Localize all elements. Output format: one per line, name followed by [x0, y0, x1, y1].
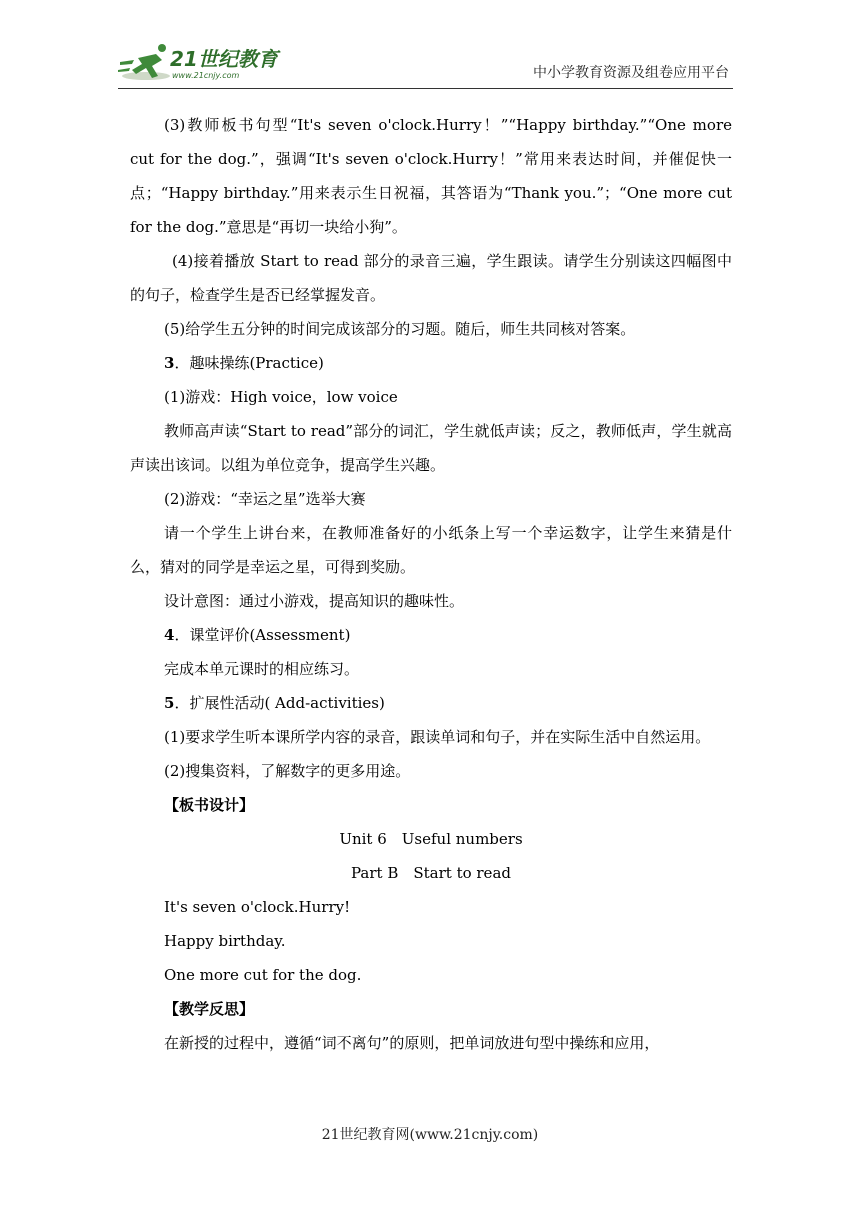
- paragraph: (2)游戏：“幸运之星”选举大赛: [164, 490, 366, 508]
- document-body: [130, 108, 732, 1060]
- paragraph: 4．课堂评价(Assessment): [164, 626, 351, 644]
- paragraph: 在新授的过程中，遵循“词不离句”的原则，把单词放进句型中操练和应用，: [164, 1034, 660, 1052]
- paragraph: 【板书设计】: [164, 796, 255, 814]
- paragraph: Part B Start to read: [351, 864, 511, 882]
- paragraph: Happy birthday.: [164, 932, 286, 950]
- paragraph: Unit 6 Useful numbers: [339, 830, 523, 848]
- paragraph: 5．扩展性活动( Add-activities): [164, 694, 385, 712]
- paragraph: 【教学反思】: [164, 1000, 255, 1018]
- paragraph: (3)教师板书句型“It's seven o'clock.Hurry！”“Happy birthday.”“One more cut for the dog.”，强调“It's seven o'clock.Hurry！”常用来表达时间，并催促快一点；“Happy birthday.”用来表示生日祝福，其答语为“Thank you.”；“One more cut for the dog.”意思是“再切一块给小狗”。: [130, 116, 732, 236]
- paragraph: It's seven o'clock.Hurry!: [164, 898, 351, 916]
- paragraph: (2)搜集资料，了解数字的更多用途。: [164, 762, 411, 780]
- logo-url: www.21cnjy.com: [172, 71, 240, 80]
- platform-name: 中小学教育资源及组卷应用平台: [533, 65, 729, 81]
- paragraph: One more cut for the dog.: [164, 966, 362, 984]
- paragraph: 教师高声读“Start to read”部分的词汇，学生就低声读；反之，教师低声，学生就高声读出该词。以组为单位竞争，提高学生兴趣。: [130, 422, 732, 474]
- paragraph: (5)给学生五分钟的时间完成该部分的习题。随后，师生共同核对答案。: [164, 320, 636, 338]
- paragraph: 3．趣味操练(Practice): [164, 354, 324, 372]
- paragraph: (1)要求学生听本课所学内容的录音，跟读单词和句子，并在实际生活中自然运用。: [164, 728, 711, 746]
- logo-text: 21世纪教育: [170, 47, 278, 71]
- paragraph: (4)接着播放 Start to read 部分的录音三遍，学生跟读。请学生分别读这四幅图中的句子，检查学生是否已经掌握发音。: [130, 252, 732, 304]
- paragraph: (1)游戏：High voice，low voice: [164, 388, 398, 406]
- paragraph: 请一个学生上讲台来，在教师准备好的小纸条上写一个幸运数字，让学生来猜是什么，猜对的同学是幸运之星，可得到奖励。: [130, 524, 732, 576]
- page-footer: 21世纪教育网(www.21cnjy.com): [321, 1127, 539, 1143]
- paragraph: 完成本单元课时的相应练习。: [164, 660, 360, 678]
- logo-icon: [118, 40, 288, 84]
- paragraph: 设计意图：通过小游戏，提高知识的趣味性。: [164, 592, 465, 610]
- page-header: [118, 40, 733, 89]
